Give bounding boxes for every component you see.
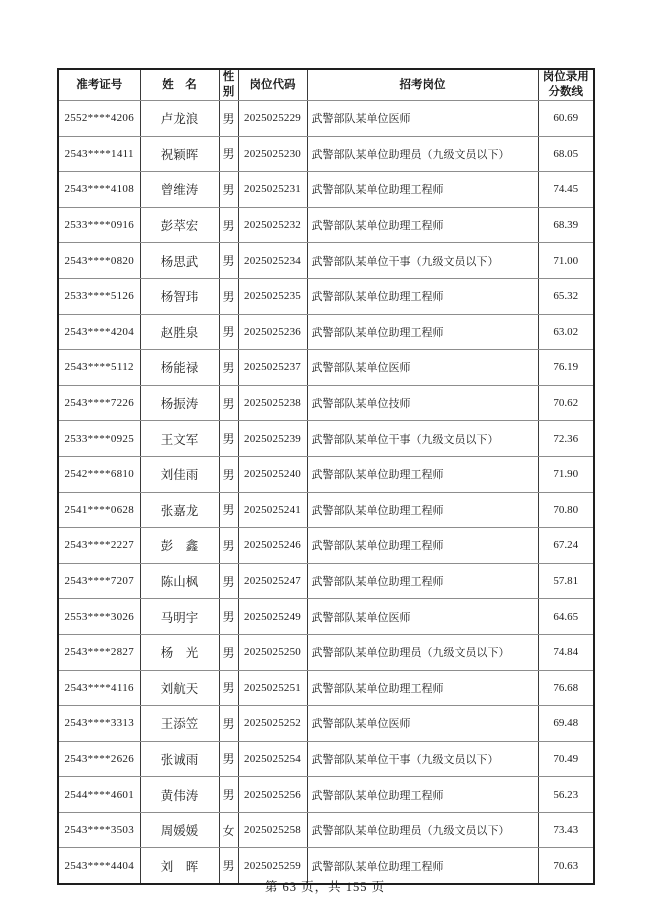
cell-score: 70.63: [538, 848, 594, 884]
cell-score: 72.36: [538, 421, 594, 457]
cell-name: 曾维涛: [140, 172, 219, 208]
cell-exam-no: 2543****7226: [58, 385, 140, 421]
cell-position-code: 2025025246: [238, 528, 307, 564]
cell-name: 王文军: [140, 421, 219, 457]
cell-score: 70.62: [538, 385, 594, 421]
cell-name: 杨能禄: [140, 350, 219, 386]
cell-position-title: 武警部队某单位助理员（九级文员以下）: [307, 634, 538, 670]
cell-gender: 男: [219, 207, 238, 243]
cell-exam-no: 2533****0925: [58, 421, 140, 457]
cell-exam-no: 2533****0916: [58, 207, 140, 243]
cell-position-code: 2025025237: [238, 350, 307, 386]
cell-gender: 男: [219, 706, 238, 742]
cell-position-title: 武警部队某单位助理员（九级文员以下）: [307, 136, 538, 172]
cell-position-code: 2025025258: [238, 812, 307, 848]
table-row: [58, 706, 594, 742]
cell-position-title: 武警部队某单位干事（九级文员以下）: [307, 243, 538, 279]
cell-score: 74.84: [538, 634, 594, 670]
cell-name: 杨智玮: [140, 278, 219, 314]
cell-gender: 男: [219, 136, 238, 172]
cell-position-title: 武警部队某单位助理工程师: [307, 848, 538, 884]
cell-exam-no: 2543****4204: [58, 314, 140, 350]
cell-position-title: 武警部队某单位助理工程师: [307, 670, 538, 706]
cell-exam-no: 2544****4601: [58, 777, 140, 813]
cell-gender: 女: [219, 812, 238, 848]
cell-name: 刘 晖: [140, 848, 219, 884]
cell-name: 马明宇: [140, 599, 219, 635]
cell-position-title: 武警部队某单位助理工程师: [307, 207, 538, 243]
cell-score: 74.45: [538, 172, 594, 208]
table-row: [58, 528, 594, 564]
cell-gender: 男: [219, 278, 238, 314]
table-row: [58, 777, 594, 813]
cell-name: 杨思武: [140, 243, 219, 279]
cell-position-code: 2025025241: [238, 492, 307, 528]
header-name: 姓 名: [140, 69, 219, 101]
cell-score: 76.19: [538, 350, 594, 386]
cell-position-code: 2025025235: [238, 278, 307, 314]
cell-position-title: 武警部队某单位助理员（九级文员以下）: [307, 812, 538, 848]
cell-position-code: 2025025251: [238, 670, 307, 706]
cell-score: 68.39: [538, 207, 594, 243]
cell-position-code: 2025025238: [238, 385, 307, 421]
cell-position-title: 武警部队某单位医师: [307, 350, 538, 386]
cell-position-title: 武警部队某单位助理工程师: [307, 172, 538, 208]
table-body: [58, 101, 594, 885]
table-row: [58, 172, 594, 208]
cell-score: 70.80: [538, 492, 594, 528]
cell-position-code: 2025025252: [238, 706, 307, 742]
cell-gender: 男: [219, 172, 238, 208]
table-row: [58, 563, 594, 599]
cell-position-code: 2025025249: [238, 599, 307, 635]
cell-name: 刘航天: [140, 670, 219, 706]
table-row: [58, 243, 594, 279]
cell-exam-no: 2543****3313: [58, 706, 140, 742]
cell-name: 杨振涛: [140, 385, 219, 421]
cell-position-code: 2025025259: [238, 848, 307, 884]
cell-score: 56.23: [538, 777, 594, 813]
cell-score: 70.49: [538, 741, 594, 777]
cell-score: 57.81: [538, 563, 594, 599]
cell-gender: 男: [219, 492, 238, 528]
header-position-code: 岗位代码: [238, 69, 307, 101]
cell-name: 陈山枫: [140, 563, 219, 599]
cell-name: 刘佳雨: [140, 456, 219, 492]
page-number-footer: 第 63 页，共 155 页: [264, 880, 386, 894]
cell-position-title: 武警部队某单位医师: [307, 599, 538, 635]
table-row: [58, 492, 594, 528]
cell-position-code: 2025025231: [238, 172, 307, 208]
cell-name: 张嘉龙: [140, 492, 219, 528]
table-row: [58, 136, 594, 172]
cell-score: 63.02: [538, 314, 594, 350]
table-row: [58, 812, 594, 848]
cell-position-title: 武警部队某单位医师: [307, 101, 538, 137]
cell-exam-no: 2543****4108: [58, 172, 140, 208]
cell-gender: 男: [219, 314, 238, 350]
cell-position-code: 2025025232: [238, 207, 307, 243]
cell-score: 60.69: [538, 101, 594, 137]
cell-exam-no: 2541****0628: [58, 492, 140, 528]
cell-score: 69.48: [538, 706, 594, 742]
cell-exam-no: 2543****1411: [58, 136, 140, 172]
cell-name: 杨 光: [140, 634, 219, 670]
cell-score: 76.68: [538, 670, 594, 706]
cell-name: 赵胜泉: [140, 314, 219, 350]
cell-gender: 男: [219, 243, 238, 279]
table-row: [58, 634, 594, 670]
table-row: [58, 456, 594, 492]
cell-position-title: 武警部队某单位助理工程师: [307, 492, 538, 528]
cell-score: 73.43: [538, 812, 594, 848]
cell-exam-no: 2543****3503: [58, 812, 140, 848]
table-row: [58, 670, 594, 706]
cell-position-code: 2025025247: [238, 563, 307, 599]
header-score-line: 岗位录用分数线: [538, 69, 594, 101]
cell-position-title: 武警部队某单位助理工程师: [307, 314, 538, 350]
cell-position-title: 武警部队某单位助理工程师: [307, 528, 538, 564]
cell-gender: 男: [219, 563, 238, 599]
cell-exam-no: 2533****5126: [58, 278, 140, 314]
cell-position-code: 2025025230: [238, 136, 307, 172]
table-row: [58, 599, 594, 635]
table-row: [58, 101, 594, 137]
cell-exam-no: 2543****2626: [58, 741, 140, 777]
cell-name: 周媛媛: [140, 812, 219, 848]
cell-score: 65.32: [538, 278, 594, 314]
cell-exam-no: 2543****4116: [58, 670, 140, 706]
cell-score: 71.90: [538, 456, 594, 492]
cell-gender: 男: [219, 456, 238, 492]
cell-gender: 男: [219, 741, 238, 777]
cell-score: 68.05: [538, 136, 594, 172]
cell-position-code: 2025025239: [238, 421, 307, 457]
score-table: [57, 68, 595, 885]
cell-gender: 男: [219, 385, 238, 421]
cell-exam-no: 2543****7207: [58, 563, 140, 599]
header-row: [58, 69, 594, 101]
cell-name: 卢龙浪: [140, 101, 219, 137]
cell-name: 王添笠: [140, 706, 219, 742]
cell-position-title: 武警部队某单位技师: [307, 385, 538, 421]
cell-gender: 男: [219, 421, 238, 457]
cell-exam-no: 2553****3026: [58, 599, 140, 635]
cell-position-code: 2025025234: [238, 243, 307, 279]
cell-position-code: 2025025256: [238, 777, 307, 813]
cell-gender: 男: [219, 777, 238, 813]
cell-exam-no: 2543****5112: [58, 350, 140, 386]
cell-exam-no: 2542****6810: [58, 456, 140, 492]
header-position: 招考岗位: [307, 69, 538, 101]
table-row: [58, 314, 594, 350]
cell-exam-no: 2543****0820: [58, 243, 140, 279]
cell-score: 67.24: [538, 528, 594, 564]
cell-exam-no: 2543****4404: [58, 848, 140, 884]
cell-exam-no: 2543****2227: [58, 528, 140, 564]
cell-position-title: 武警部队某单位助理工程师: [307, 563, 538, 599]
cell-position-title: 武警部队某单位医师: [307, 706, 538, 742]
cell-name: 彭 鑫: [140, 528, 219, 564]
table-row: [58, 421, 594, 457]
header-exam-no: 准考证号: [58, 69, 140, 101]
cell-name: 祝颖晖: [140, 136, 219, 172]
cell-score: 64.65: [538, 599, 594, 635]
cell-gender: 男: [219, 528, 238, 564]
header-gender: 性别: [219, 69, 238, 101]
cell-exam-no: 2543****2827: [58, 634, 140, 670]
cell-position-code: 2025025229: [238, 101, 307, 137]
table-row: [58, 385, 594, 421]
table-row: [58, 207, 594, 243]
cell-gender: 男: [219, 634, 238, 670]
table-row: [58, 350, 594, 386]
table-row: [58, 741, 594, 777]
cell-position-title: 武警部队某单位助理工程师: [307, 278, 538, 314]
cell-gender: 男: [219, 670, 238, 706]
cell-score: 71.00: [538, 243, 594, 279]
cell-position-code: 2025025240: [238, 456, 307, 492]
cell-position-title: 武警部队某单位助理工程师: [307, 777, 538, 813]
cell-gender: 男: [219, 350, 238, 386]
cell-position-title: 武警部队某单位助理工程师: [307, 456, 538, 492]
cell-exam-no: 2552****4206: [58, 101, 140, 137]
cell-name: 黄伟涛: [140, 777, 219, 813]
cell-position-code: 2025025254: [238, 741, 307, 777]
cell-gender: 男: [219, 101, 238, 137]
table-row: [58, 278, 594, 314]
cell-position-title: 武警部队某单位干事（九级文员以下）: [307, 741, 538, 777]
cell-name: 彭萃宏: [140, 207, 219, 243]
cell-position-code: 2025025250: [238, 634, 307, 670]
cell-position-title: 武警部队某单位干事（九级文员以下）: [307, 421, 538, 457]
cell-position-code: 2025025236: [238, 314, 307, 350]
cell-gender: 男: [219, 599, 238, 635]
cell-name: 张诚雨: [140, 741, 219, 777]
cell-gender: 男: [219, 848, 238, 884]
